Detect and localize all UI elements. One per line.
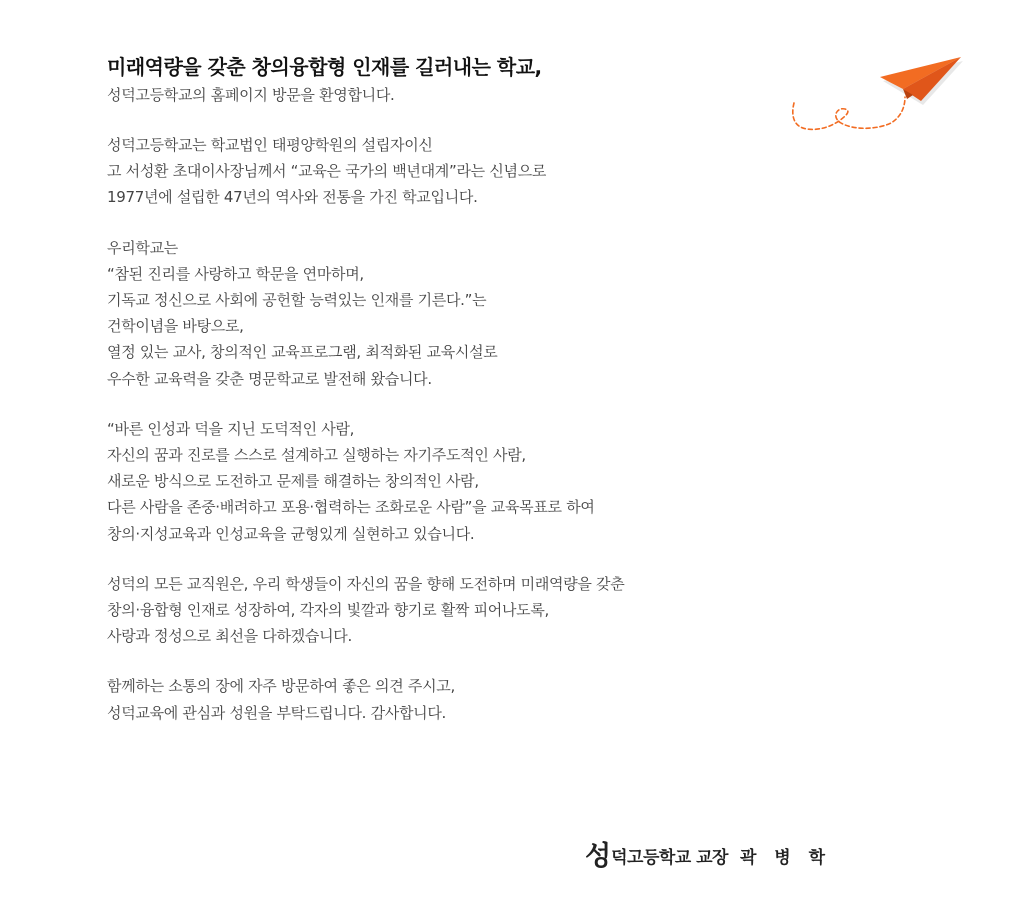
text-line: 우리학교는 [107,238,178,257]
signature-title: 덕고등학교 교장 [611,848,728,868]
paragraph-education-goals [107,416,807,547]
text-line: 성덕교육에 관심과 성원을 부탁드립니다. 감사합니다. [107,703,446,722]
text-line: 다른 사람을 존중·배려하고 포용·협력하는 조화로운 사람”을 교육목표로 하여 [107,498,595,517]
text-line: “바른 인성과 덕을 지닌 도덕적인 사람, [107,419,355,438]
principal-signature [585,834,831,873]
paper-plane-icon [785,55,970,140]
paragraph-history [107,132,807,211]
text-line: 사랑과 정성으로 최선을 다하겠습니다. [107,627,352,646]
text-line: 기독교 정신으로 사회에 공헌할 능력있는 인재를 기른다.”는 [107,291,487,310]
text-line: 새로운 방식으로 도전하고 문제를 해결하는 창의적인 사람, [107,472,479,491]
text-line: 성덕고등학교는 학교법인 태평양학원의 설립자이신 [107,136,433,154]
text-line: 열정 있는 교사, 창의적인 교육프로그램, 최적화된 교육시설로 [107,343,498,362]
text-line: 1977년에 설립한 47년의 역사와 전통을 가진 학교입니다. [107,188,478,207]
greeting-headline: 미래역량을 갖춘 창의융합형 인재를 길러내는 학교, [107,55,542,79]
text-line: “참된 진리를 사랑하고 학문을 연마하며, [107,264,364,283]
text-line: 건학이념을 바탕으로, [107,317,244,336]
principal-name: 곽 병 학 [739,848,832,868]
text-line: 자신의 꿈과 진로를 스스로 설계하고 실행하는 자기주도적인 사람, [107,446,526,465]
signature-first-char: 성 [585,841,612,872]
text-line: 창의·지성교육과 인성교육을 균형있게 실현하고 있습니다. [107,524,475,543]
text-line: 성덕의 모든 교직원은, 우리 학생들이 자신의 꿈을 향해 도전하며 미래역량을 갖춘 [107,574,625,593]
paragraph-closing [107,673,807,725]
greeting-subhead: 성덕고등학교의 홈페이지 방문을 환영합니다. [107,86,395,104]
text-line: 창의·융합형 인재로 성장하여, 각자의 빛깔과 향기로 활짝 피어나도록, [107,601,550,620]
paragraph-staff-commitment [107,571,807,650]
flight-trail [793,97,905,129]
text-line: 고 서성환 초대이사장님께서 “교육은 국가의 백년대계”라는 신념으로 [107,162,547,181]
paragraph-founding-ideology [107,235,807,392]
text-line: 우수한 교육력을 갖춘 명문학교로 발전해 왔습니다. [107,369,432,388]
greeting-message [107,52,807,750]
text-line: 함께하는 소통의 장에 자주 방문하여 좋은 의견 주시고, [107,677,455,696]
